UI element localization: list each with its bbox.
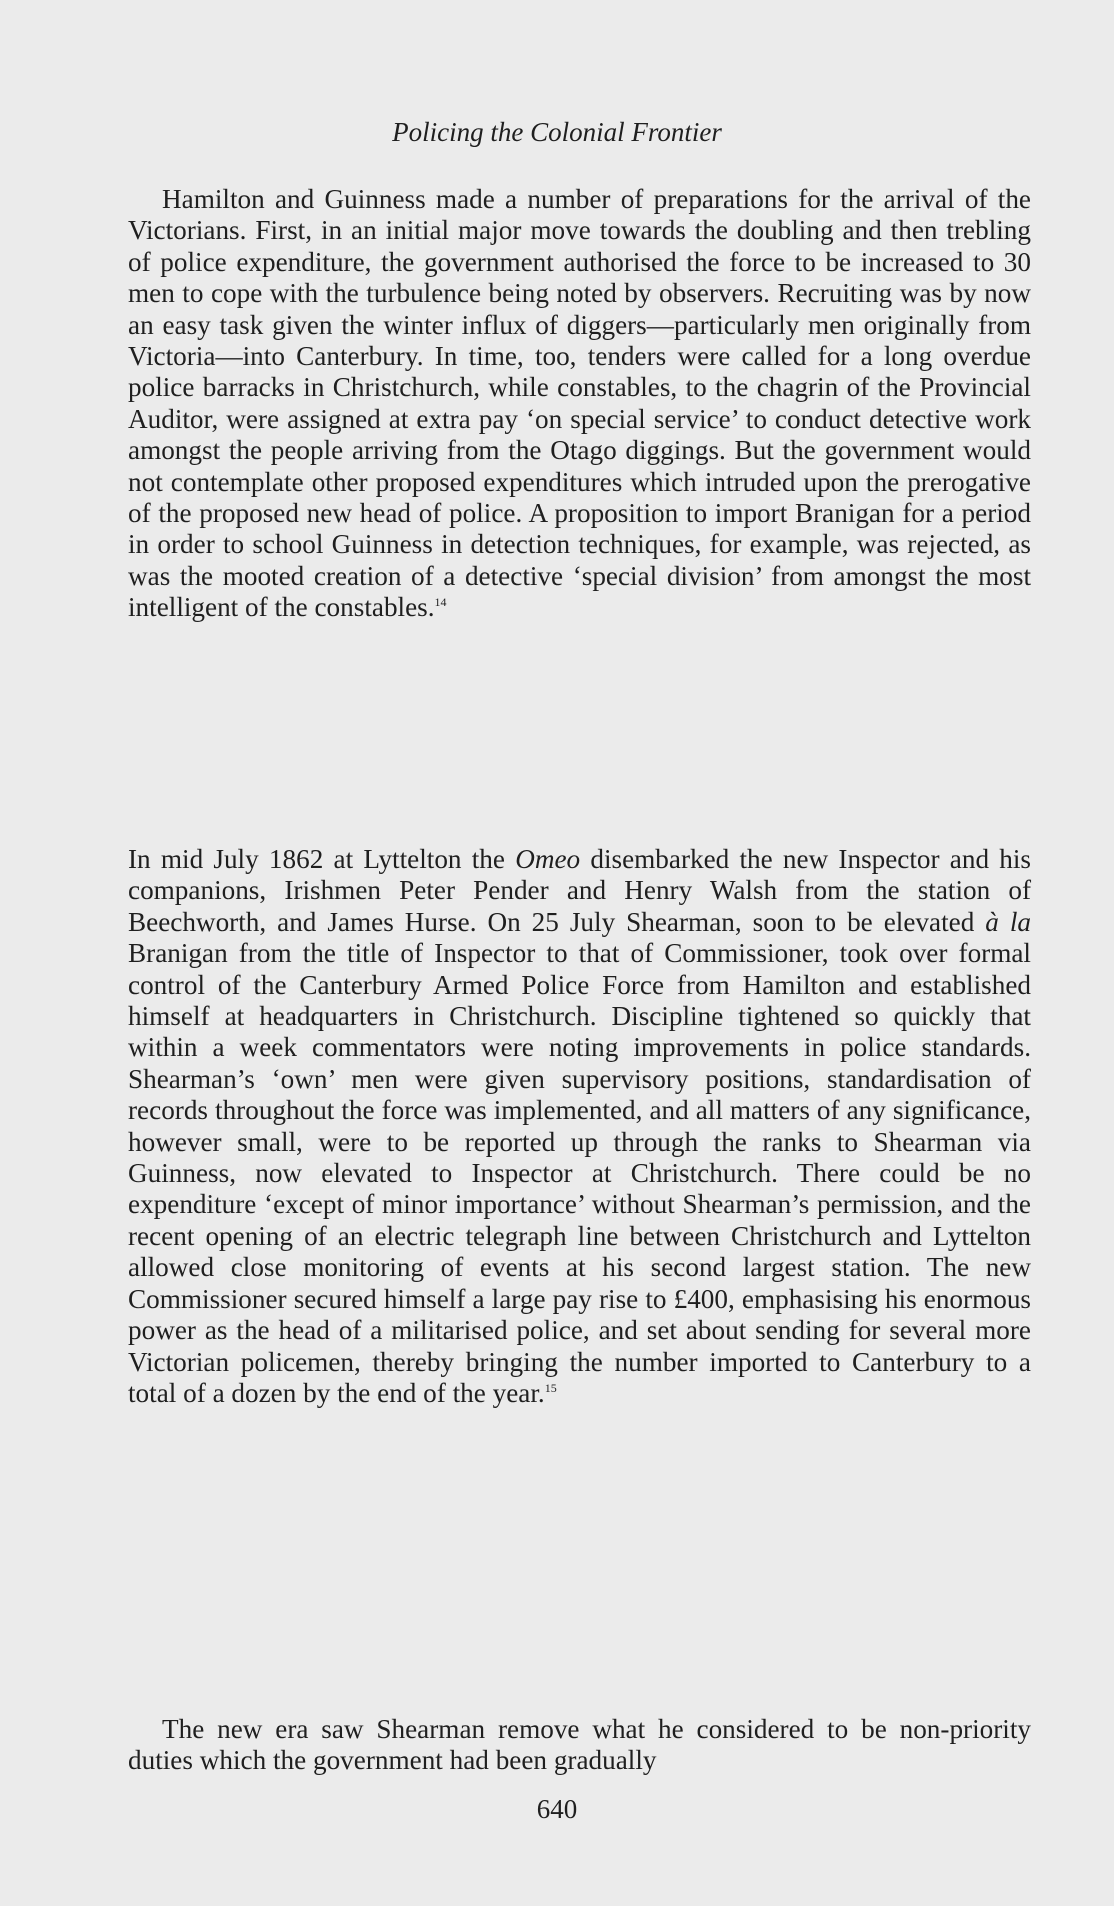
paragraph-new-era <box>128 1714 1031 1777</box>
paragraph-text: Hamilton and Guinness made a number of preparations for the arrival of the Victorians. First, in an initial major move towards the doubling and then trebling of police expenditure, the government authorised the force to be increased to 30 men to cope with the turbulence being noted by observers. Recruiting was by now an easy task given the winter influx of diggers—particularly men originally from Victoria—into Canterbury. In time, too, tenders were called for a long overdue police barracks in Christchurch, while constables, to the chagrin of the Provincial Auditor, were assigned at extra pay ‘on special service’ to conduct detective work amongst the people arriving from the Otago diggings. But the government would not contemplate other proposed expenditures which intruded upon the prerogative of the proposed new head of police. A proposition to import Branigan for a period in order to school Guinness in detection techniques, for example, was rejected, as was the mooted creation of a detective ‘special division’ from amongst the most intelligent of the constables. <box>128 184 1031 623</box>
paragraph-text-c: Branigan from the title of Inspector to that of Commissioner, took over formal control of the Canterbury Armed Police Force from Hamilton and established himself at headquarters in Christchurch. Discipline tightened so quickly that within a week commentators were noting improvements in police standards. Shearman’s ‘own’ men were given supervisory positions, standardisation of records throughout the force was implemented, and all matters of any significance, however small, were to be reported up through the ranks to Shearman via Guinness, now elevated to Inspector at Christchurch. There could be no expenditure ‘except of minor importance’ without Shearman’s permission, and the recent opening of an electric telegraph line between Christchurch and Lyttelton allowed close monitoring of events at his second largest station. The new Commissioner secured himself a large pay rise to £400, emphasising his enormous power as the head of a militarised police, and set about sending for several more Victorian policemen, thereby bringing the number imported to Canterbury to a total of a dozen by the end of the year. <box>128 938 1031 1408</box>
paragraph-text-b: disembarked the new Inspector and his companions, Irishmen Peter Pender and Henry Walsh from the station of Beechworth, and James Hurse. On 25 July Shearman, soon to be elevated <box>128 844 1031 937</box>
footnote-marker-15: 15 <box>544 1380 557 1395</box>
paragraph-arrival <box>128 844 1031 1409</box>
ship-name: Omeo <box>515 844 581 874</box>
page-number: 640 <box>536 1794 578 1824</box>
foreign-phrase: à la <box>985 906 1031 937</box>
running-header: Policing the Colonial Frontier <box>392 117 722 147</box>
footnote-marker-14: 14 <box>434 595 447 610</box>
paragraph-text-a: In mid July 1862 at Lyttelton the <box>128 844 516 874</box>
paragraph-preparations <box>128 184 1031 624</box>
paragraph-text: The new era saw Shearman remove what he considered to be non-priority duties which the government had been gradually <box>128 1714 1031 1776</box>
